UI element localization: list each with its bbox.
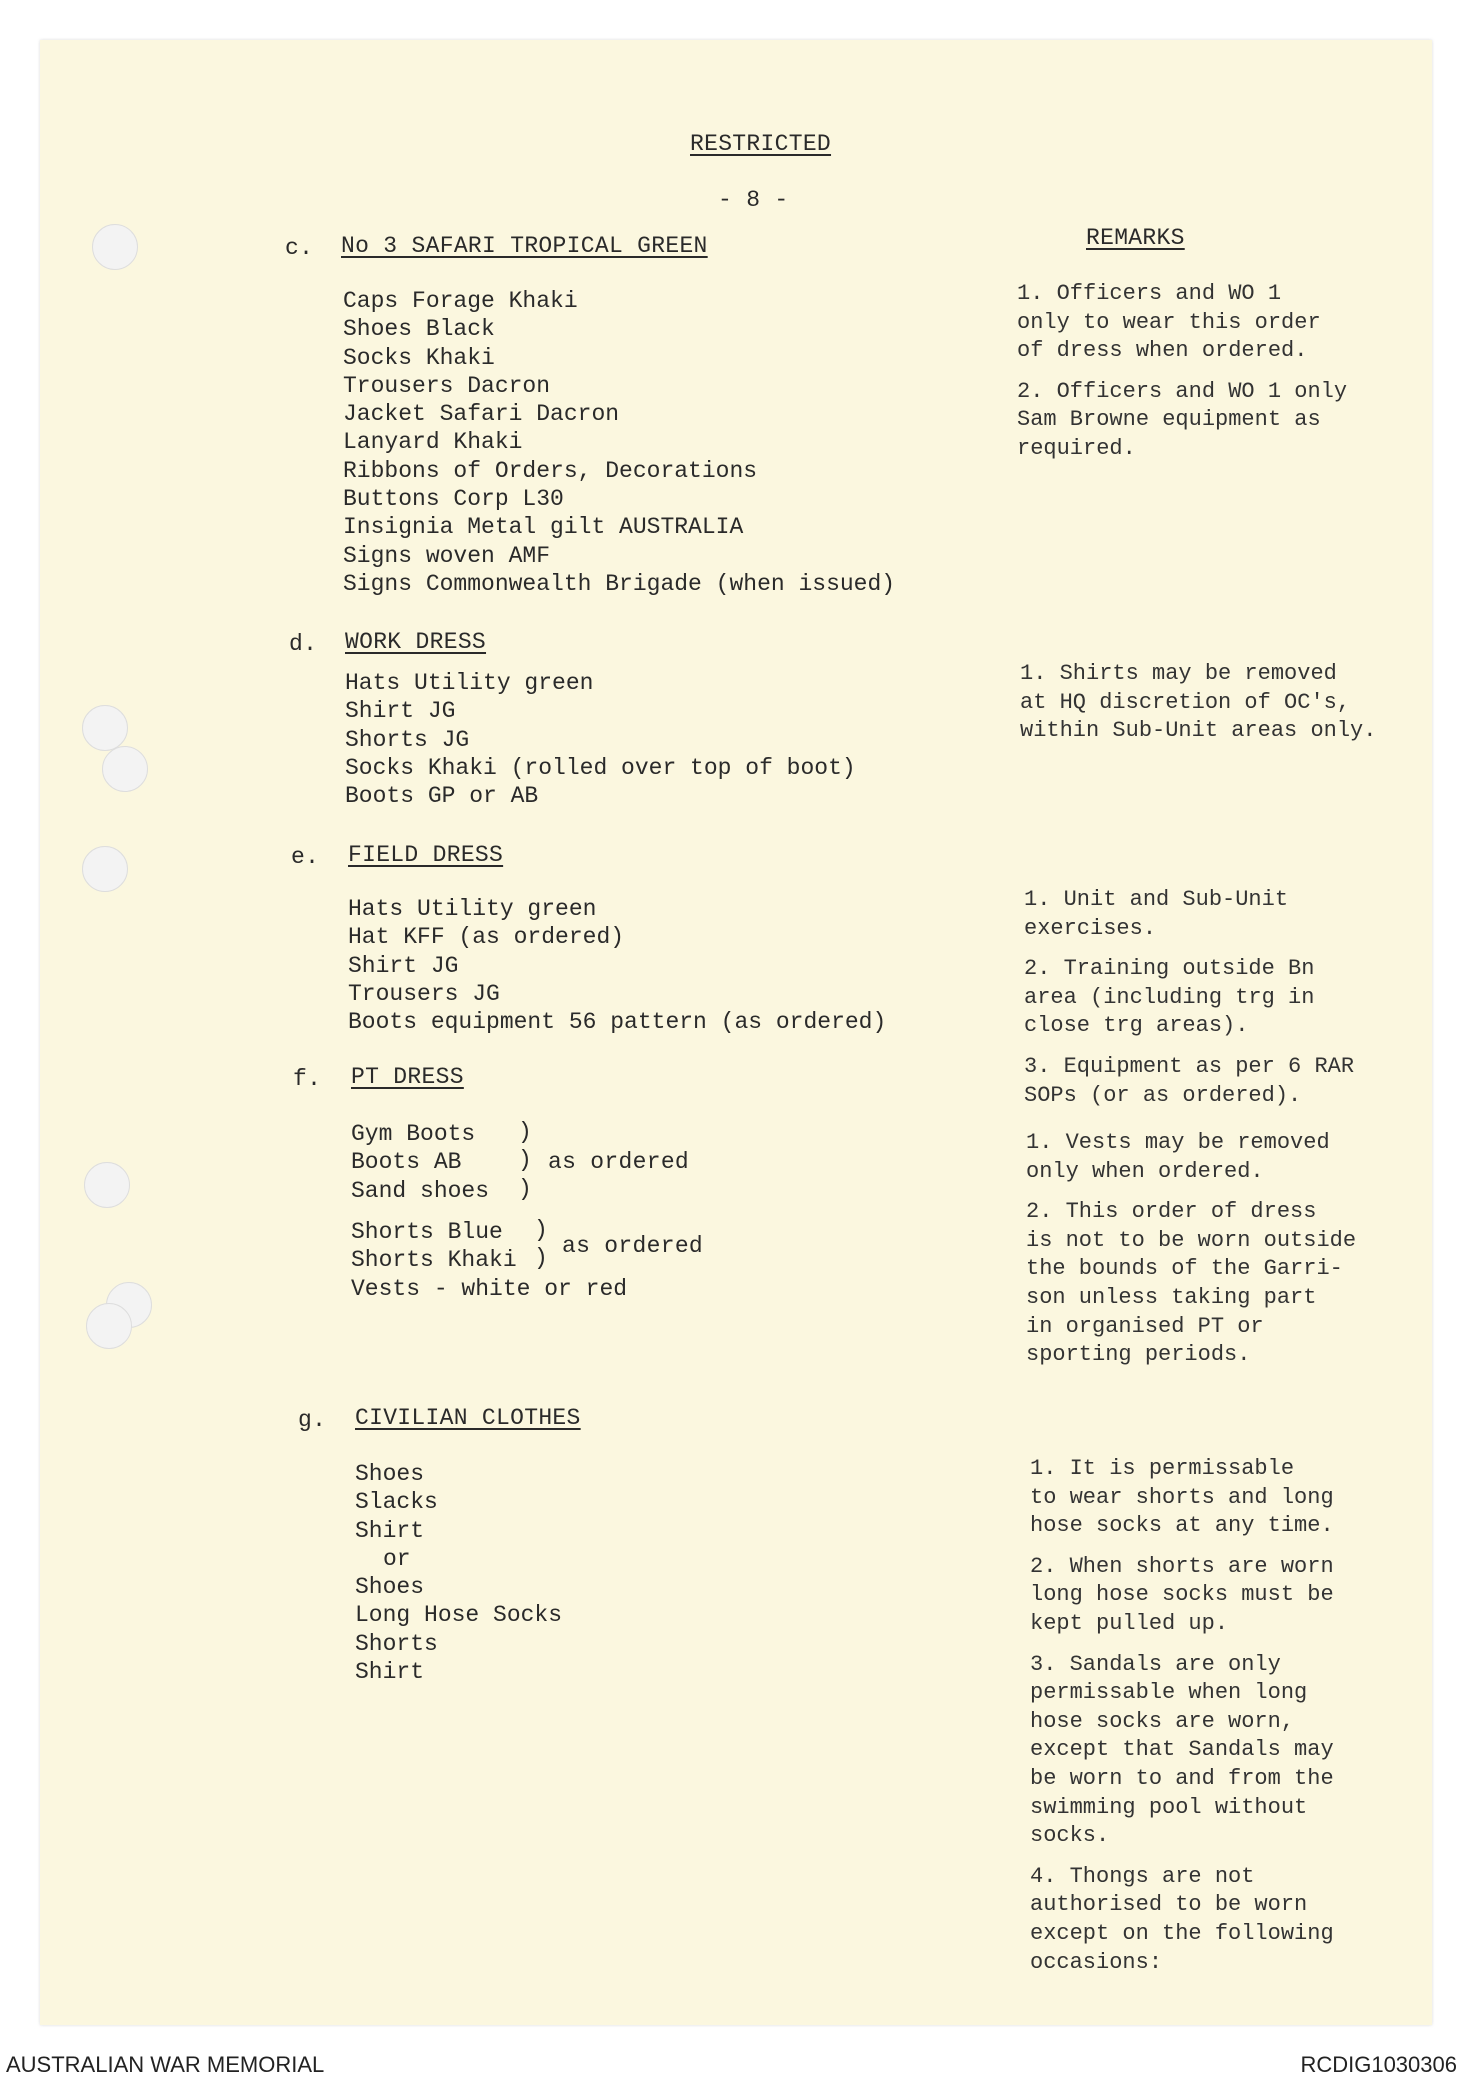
remark: 3. Equipment as per 6 RAR SOPs (or as ordered).	[1024, 1053, 1355, 1108]
section-g-remarks	[1030, 1455, 1415, 1989]
list-item: Caps Forage Khaki	[343, 288, 578, 314]
remark: 1. Officers and WO 1 only to wear this order of dress when ordered.	[1017, 281, 1321, 364]
section-c-letter: c.	[285, 235, 314, 261]
list-item: Gym Boots	[351, 1121, 476, 1147]
section-e-remarks	[1024, 886, 1409, 1122]
section-d-remarks	[1020, 660, 1405, 758]
section-d-letter: d.	[289, 631, 318, 657]
list-item: Shorts Blue	[351, 1219, 503, 1245]
list-item: Shirt	[355, 1517, 425, 1544]
remark: 1. Vests may be removed only when ordered.	[1026, 1130, 1330, 1184]
list-item: or	[383, 1545, 411, 1572]
remarks-heading: REMARKS	[1086, 225, 1185, 251]
section-e-title: FIELD DRESS	[348, 842, 504, 868]
list-item: Shorts Khaki	[351, 1247, 517, 1274]
list-item: Jacket Safari Dacron	[343, 401, 620, 428]
list-item: Shirt JG	[345, 698, 456, 725]
footer-identifier: RCDIG1030306	[1300, 2052, 1457, 2077]
section-f-group1-note: as ordered	[548, 1149, 690, 1175]
punch-hole	[92, 224, 138, 270]
list-item: Long Hose Socks	[355, 1602, 563, 1629]
list-item: Hats Utility green	[348, 896, 597, 922]
brace-glyph: ) ) )	[518, 1119, 532, 1202]
section-d-title: WORK DRESS	[345, 629, 487, 655]
list-item: Insignia Metal gilt AUSTRALIA	[343, 514, 744, 541]
list-item: Trousers Dacron	[343, 372, 551, 399]
list-item: Buttons Corp L30	[343, 486, 564, 513]
remark: 2. Officers and WO 1 only Sam Browne equipment as required.	[1017, 378, 1348, 461]
section-e-letter: e.	[291, 844, 320, 870]
section-f-group2	[351, 1218, 517, 1275]
list-item: Socks Khaki (rolled over top of boot)	[345, 754, 856, 781]
punch-hole	[84, 1162, 130, 1208]
punch-hole	[86, 1303, 132, 1349]
section-g-title: CIVILIAN CLOTHES	[355, 1405, 581, 1431]
remark: 1. It is permissable to wear shorts and long hose socks at any time.	[1030, 1456, 1334, 1539]
section-e-items	[348, 895, 886, 1036]
classification-header: RESTRICTED	[690, 131, 832, 157]
section-c-remarks	[1017, 280, 1402, 476]
list-item: Hat KFF (as ordered)	[348, 924, 625, 951]
list-item: Ribbons of Orders, Decorations	[343, 457, 758, 484]
list-item: Shirt	[355, 1659, 425, 1686]
list-item: Lanyard Khaki	[343, 429, 523, 456]
list-item: Boots equipment 56 pattern (as ordered)	[348, 1009, 887, 1036]
list-item: Boots GP or AB	[345, 783, 539, 810]
footer-institution: AUSTRALIAN WAR MEMORIAL	[6, 2052, 325, 2077]
section-d-items	[345, 669, 856, 810]
remark: 3. Sandals are only permissable when long hose socks are worn, except that Sandals may be worn to and from the swimming pool without socks.	[1030, 1651, 1334, 1849]
section-f-letter: f.	[293, 1066, 322, 1092]
remark: 1. Shirts may be removed at HQ discretion of OC's, within Sub-Unit areas only.	[1020, 661, 1377, 744]
section-f-extra	[351, 1275, 627, 1303]
list-item: Shorts	[355, 1630, 438, 1657]
section-g-letter: g.	[298, 1407, 327, 1433]
section-c-items	[343, 287, 895, 598]
list-item: Shoes Black	[343, 316, 495, 343]
section-f-remarks	[1026, 1129, 1411, 1382]
remark: 4. Thongs are not authorised to be worn except on the following occasions:	[1030, 1863, 1334, 1975]
list-item: Boots AB	[351, 1149, 462, 1176]
list-item: Shorts JG	[345, 726, 470, 753]
list-item: Sand shoes	[351, 1177, 490, 1204]
page-number: - 8 -	[718, 187, 789, 213]
punch-hole	[102, 746, 148, 792]
punch-hole	[82, 846, 128, 892]
list-item: Trousers JG	[348, 980, 500, 1007]
list-item: Shirt JG	[348, 952, 459, 979]
list-item: Shoes	[355, 1461, 425, 1487]
brace-glyph: ) )	[534, 1217, 548, 1272]
list-item: Slacks	[355, 1489, 438, 1516]
list-item: Signs Commonwealth Brigade (when issued)	[343, 570, 896, 597]
remark: 2. Training outside Bn area (including trg in close trg areas).	[1024, 956, 1315, 1039]
section-f-group1	[351, 1120, 489, 1205]
remark: 1. Unit and Sub-Unit exercises.	[1024, 887, 1289, 941]
remark: 2. When shorts are worn long hose socks must be kept pulled up.	[1030, 1553, 1334, 1636]
section-c-title: No 3 SAFARI TROPICAL GREEN	[341, 233, 708, 259]
list-item: Signs woven AMF	[343, 542, 551, 569]
list-item: Shoes	[355, 1574, 425, 1601]
section-g-items	[355, 1460, 562, 1686]
section-f-group2-note: as ordered	[562, 1233, 704, 1259]
list-item: Vests - white or red	[351, 1276, 628, 1302]
list-item: Hats Utility green	[345, 670, 594, 696]
list-item: Socks Khaki	[343, 344, 495, 371]
remark: 2. This order of dress is not to be worn outside the bounds of the Garri- son unless taking part in organised PT or sporting periods.	[1026, 1199, 1357, 1368]
punch-hole	[82, 705, 128, 751]
section-f-title: PT DRESS	[351, 1064, 464, 1090]
